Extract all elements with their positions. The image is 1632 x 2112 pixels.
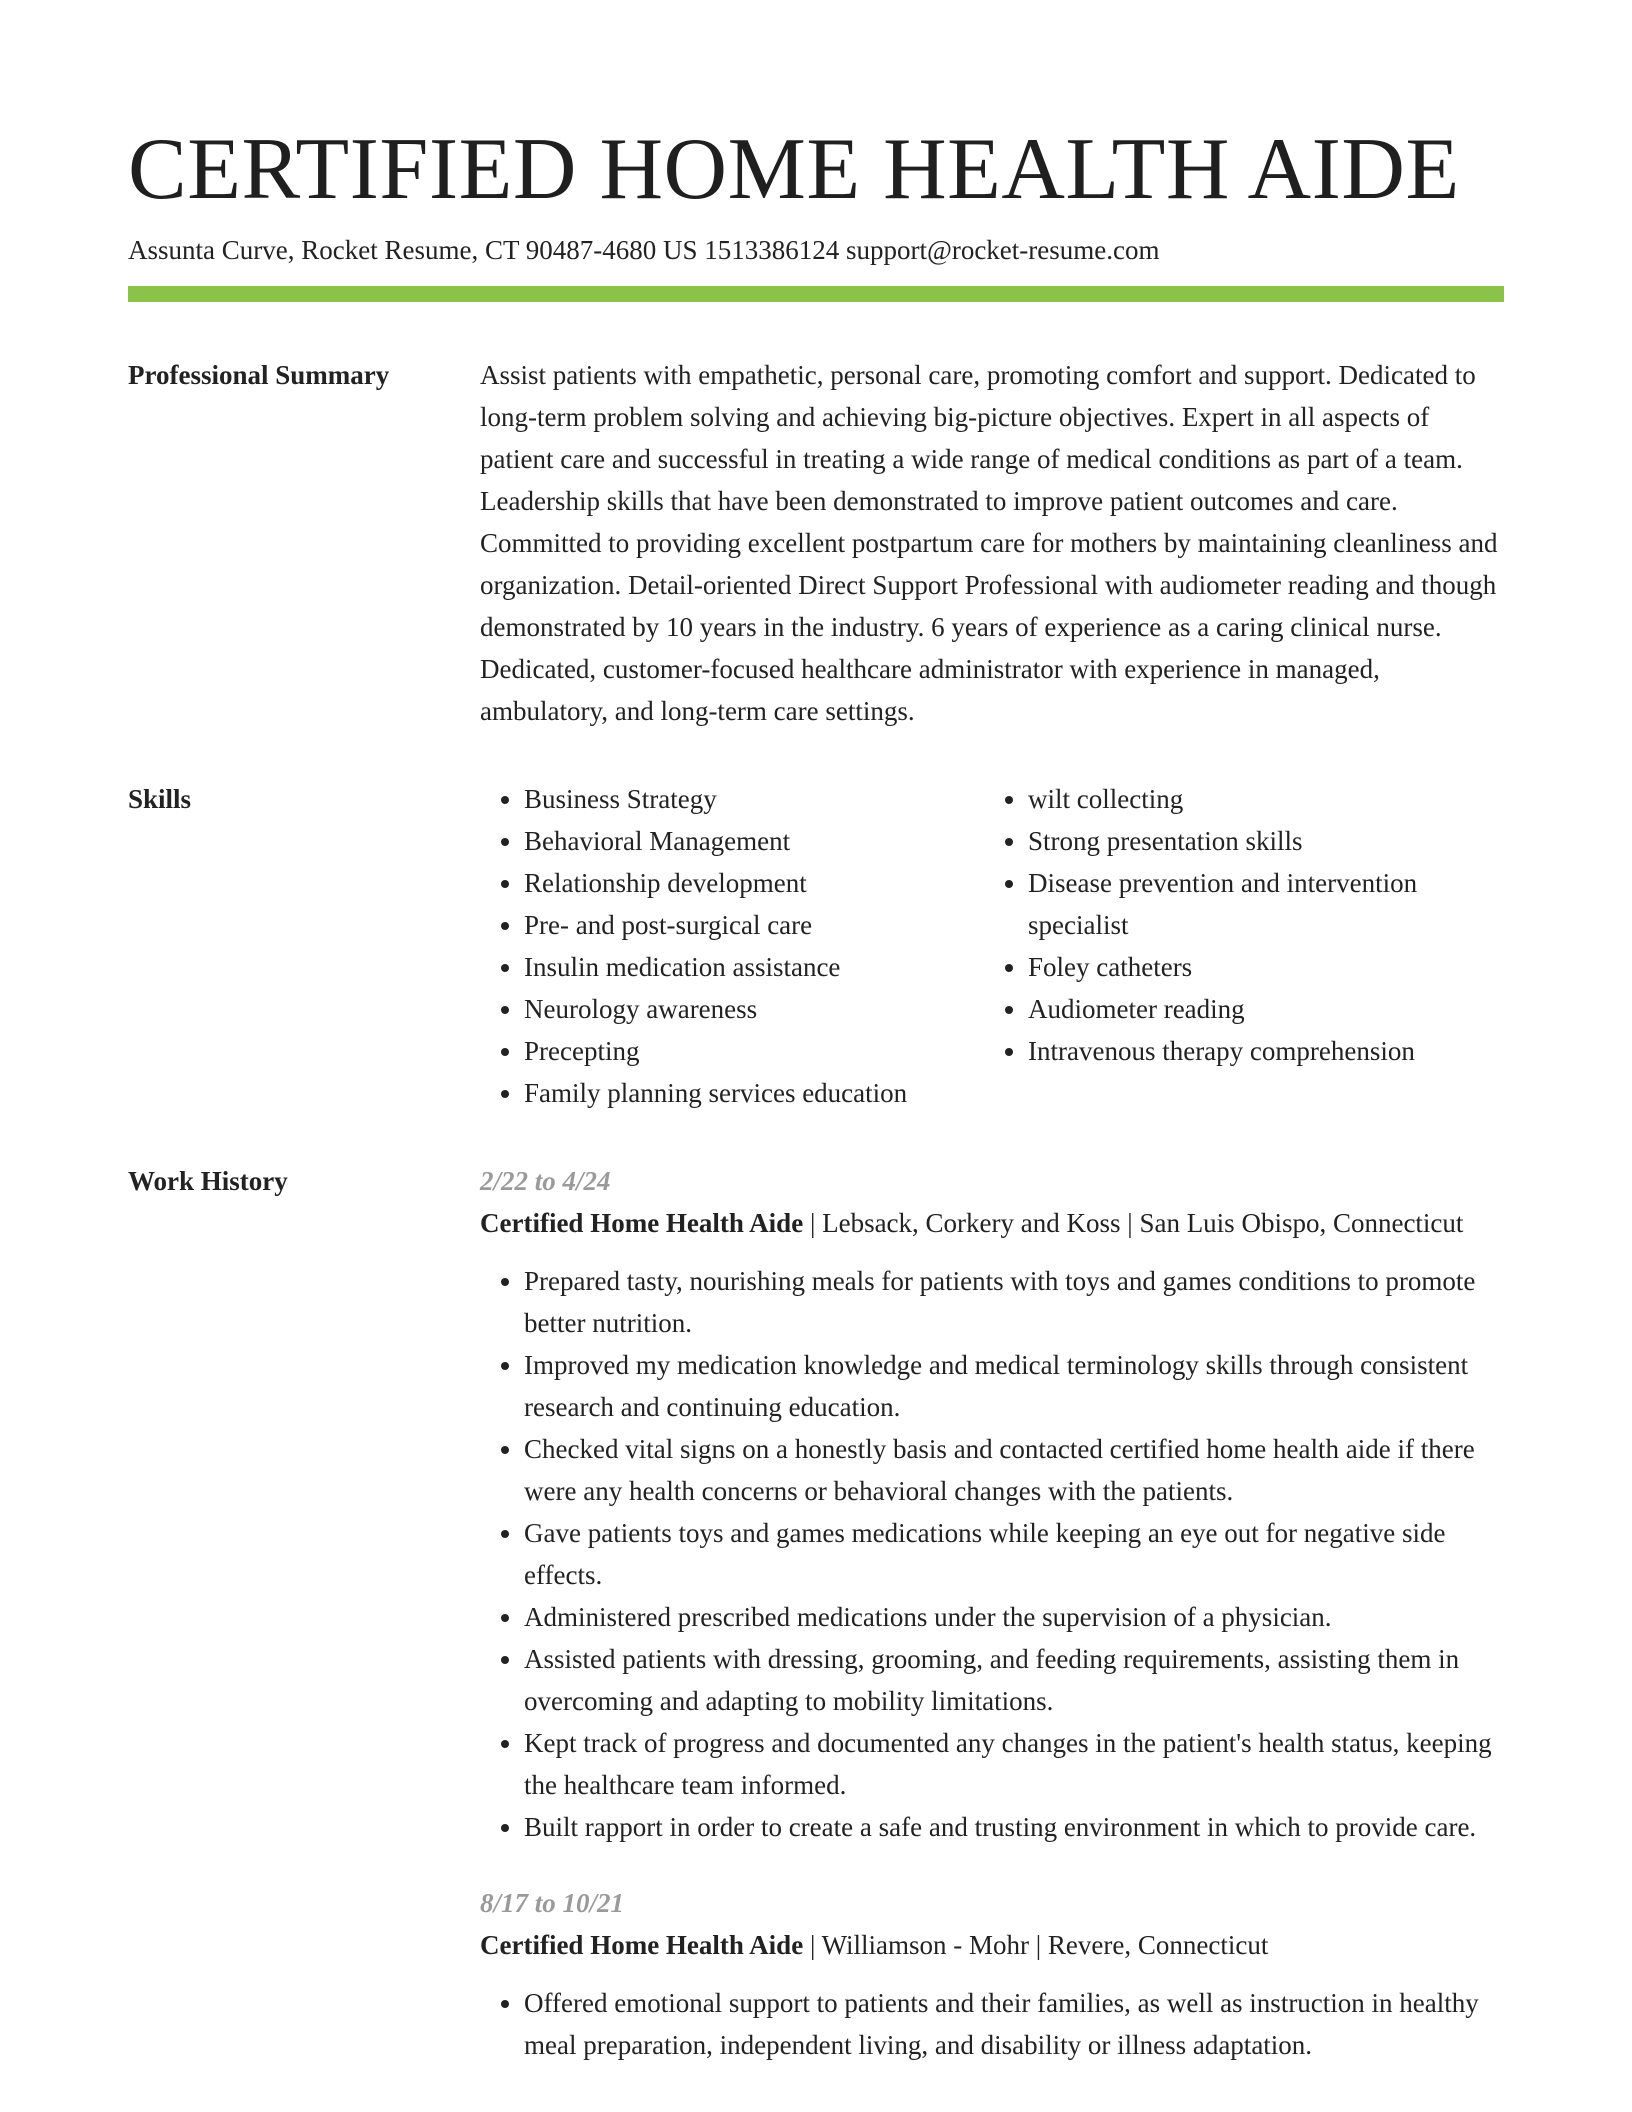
job-bullets (480, 1260, 1504, 1848)
work-history-body (480, 1160, 1504, 2100)
resume-title: CERTIFIED HOME HEALTH AIDE (128, 121, 1460, 218)
job-title: Certified Home Health Aide (480, 1930, 804, 1960)
skill-item: • Family planning services education (524, 1072, 984, 1114)
skill-item: • Disease prevention and intervention specialist (1028, 862, 1504, 946)
job-dates: 2/22 to 4/24 (480, 1166, 611, 1196)
accent-divider (128, 286, 1504, 302)
job-employer: Lebsack, Corkery and Koss (822, 1208, 1121, 1238)
job-bullets (480, 1982, 1504, 2066)
job-header: Certified Home Health Aide | Williamson - Mohr | Revere, Connecticut (480, 1930, 1269, 1960)
skills-list-left (480, 778, 984, 1114)
skill-item: • Business Strategy (524, 778, 984, 820)
job-bullet: • Prepared tasty, nourishing meals for patients with toys and games conditions to promote better nutrition. (524, 1260, 1504, 1344)
job-title: Certified Home Health Aide (480, 1208, 804, 1238)
contact-email: support@rocket-resume.com (845, 235, 1160, 265)
work-history-section (128, 1160, 1504, 2100)
job-bullet: • Built rapport in order to create a safe and trusting environment in which to provide care. (524, 1806, 1504, 1848)
skill-item: • wilt collecting (1028, 778, 1504, 820)
skill-item: • Precepting (524, 1030, 984, 1072)
skill-item: • Behavioral Management (524, 820, 984, 862)
job-bullet: • Improved my medication knowledge and medical terminology skills through consistent research and continuing education. (524, 1344, 1504, 1428)
job-header: Certified Home Health Aide | Lebsack, Corkery and Koss | San Luis Obispo, Connecticut (480, 1208, 1464, 1238)
skill-item: • Strong presentation skills (1028, 820, 1504, 862)
skills-body (480, 778, 1504, 1114)
job-entry (480, 1882, 1504, 2066)
job-bullet: • Checked vital signs on a honestly basis and contacted certified home health aide if there were any health concerns or behavioral changes with the patients. (524, 1428, 1504, 1512)
job-location: Revere, Connecticut (1047, 1930, 1269, 1960)
skill-item: • Foley catheters (1028, 946, 1504, 988)
job-dates: 8/17 to 10/21 (480, 1888, 625, 1918)
job-employer: Williamson - Mohr (821, 1930, 1030, 1960)
job-bullet: • Gave patients toys and games medications while keeping an eye out for negative side effects. (524, 1512, 1504, 1596)
contact-phone: 1513386124 (704, 235, 840, 265)
contact-line (128, 232, 1504, 268)
resume-page (128, 120, 1504, 2100)
skill-item: • Pre- and post-surgical care (524, 904, 984, 946)
skills-heading: Skills (128, 784, 192, 814)
skill-item: • Insulin medication assistance (524, 946, 984, 988)
contact-address: Assunta Curve, Rocket Resume, CT 90487-4680 US (128, 235, 698, 265)
skill-item: • Audiometer reading (1028, 988, 1504, 1030)
summary-section (128, 354, 1504, 732)
job-entry (480, 1160, 1504, 1848)
summary-body (480, 354, 1504, 732)
summary-text: Assist patients with empathetic, personal care, promoting comfort and support. Dedicated to long-term problem solving and achieving big-picture objectives. Expert in all aspects of patient care and successful in treating a wide range of medical conditions as part of a team. Leadership skills that have been demonstrated to improve patient outcomes and care. Committed to providing excellent postpartum care for mothers by maintaining cleanliness and organization. Detail-oriented Direct Support Professional with audiometer reading and though demonstrated by 10 years in the industry. 6 years of experience as a caring clinical nurse. Dedicated, customer-focused healthcare administrator with experience in managed, ambulatory, and long-term care settings. (480, 360, 1498, 726)
skills-columns (480, 778, 1504, 1114)
job-location: San Luis Obispo, Connecticut (1139, 1208, 1464, 1238)
work-history-heading: Work History (128, 1166, 288, 1196)
skills-section (128, 778, 1504, 1114)
job-bullet: • Offered emotional support to patients and their families, as well as instruction in healthy meal preparation, independent living, and disability or illness adaptation. (524, 1982, 1504, 2066)
skill-item: • Intravenous therapy comprehension (1028, 1030, 1504, 1072)
summary-heading: Professional Summary (128, 360, 390, 390)
skill-item: • Neurology awareness (524, 988, 984, 1030)
job-bullet: • Kept track of progress and documented any changes in the patient's health status, keeping the healthcare team informed. (524, 1722, 1504, 1806)
skill-item: • Relationship development (524, 862, 984, 904)
job-bullet: • Administered prescribed medications under the supervision of a physician. (524, 1596, 1504, 1638)
job-bullet: • Assisted patients with dressing, grooming, and feeding requirements, assisting them in overcoming and adapting to mobility limitations. (524, 1638, 1504, 1722)
skills-list-right (984, 778, 1504, 1114)
